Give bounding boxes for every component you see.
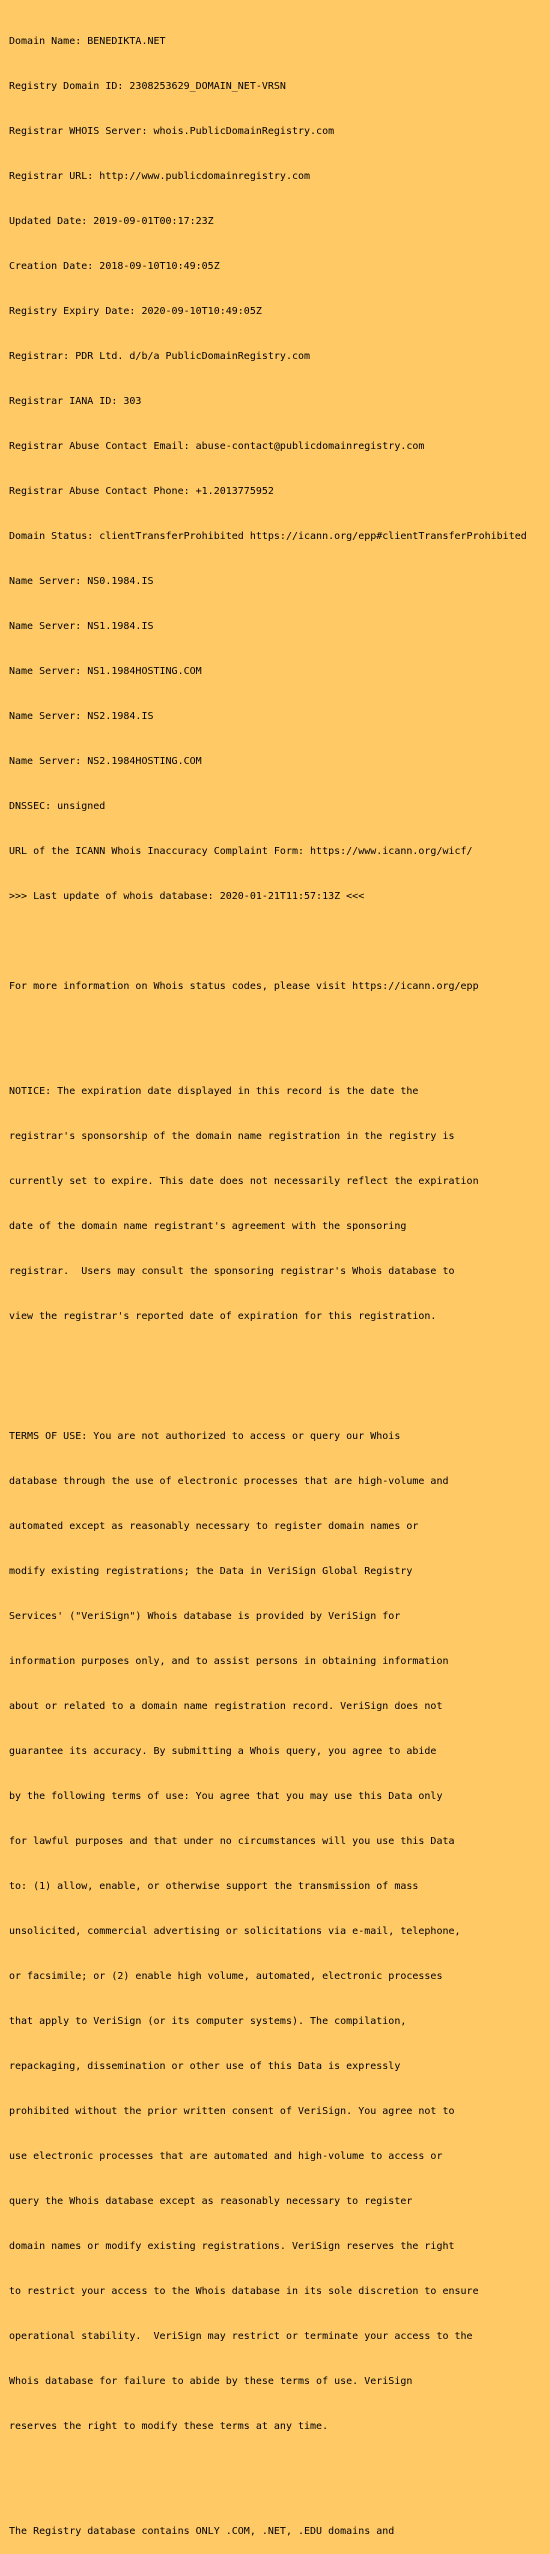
blank-line (9, 2479, 527, 2494)
terms-line: automated except as reasonably necessary to register domain names or (9, 1521, 419, 1532)
registrar-line: Registrar: PDR Ltd. d/b/a PublicDomainRegistry.com (9, 351, 311, 362)
terms-line: Services' ("VeriSign") Whois database is provided by VeriSign for (9, 1611, 401, 1622)
name-server-line: Name Server: NS1.1984.IS (9, 621, 154, 632)
terms-line: reserves the right to modify these terms at any time. (9, 2421, 329, 2432)
terms-line: by the following terms of use: You agree that you may use this Data only (9, 1791, 443, 1802)
blank-line (9, 1024, 527, 1039)
terms-line: guarantee its accuracy. By submitting a Whois query, you agree to abide (9, 1746, 437, 1757)
dnssec-line: DNSSEC: unsigned (9, 801, 106, 812)
registry-domain-id-line: Registry Domain ID: 2308253629_DOMAIN_NET-VRSN (9, 81, 286, 92)
registrar-iana-id-line: Registrar IANA ID: 303 (9, 396, 142, 407)
terms-line: for lawful purposes and that under no circumstances will you use this Data (9, 1836, 455, 1847)
notice-line: registrar. Users may consult the sponsoring registrar's Whois database to (9, 1266, 455, 1277)
creation-date-line: Creation Date: 2018-09-10T10:49:05Z (9, 261, 220, 272)
notice-line: registrar's sponsorship of the domain name registration in the registry is (9, 1131, 455, 1142)
registrar-whois-server-line: Registrar WHOIS Server: whois.PublicDomainRegistry.com (9, 126, 335, 137)
domain-status-line: Domain Status: clientTransferProhibited https://icann.org/epp#clientTransferProhibited (9, 531, 527, 542)
terms-line: domain names or modify existing registrations. VeriSign reserves the right (9, 2241, 455, 2252)
updated-date-line: Updated Date: 2019-09-01T00:17:23Z (9, 216, 214, 227)
terms-line: or facsimile; or (2) enable high volume, automated, electronic processes (9, 1971, 443, 1982)
notice-line: NOTICE: The expiration date displayed in this record is the date the (9, 1086, 419, 1097)
name-server-line: Name Server: NS2.1984HOSTING.COM (9, 756, 202, 767)
terms-line: database through the use of electronic processes that are high-volume and (9, 1476, 449, 1487)
terms-line: repackaging, dissemination or other use of this Data is expressly (9, 2061, 401, 2072)
abuse-phone-line: Registrar Abuse Contact Phone: +1.2013775952 (9, 486, 274, 497)
terms-line: to restrict your access to the Whois database in its sole discretion to ensure (9, 2286, 479, 2297)
terms-line: prohibited without the prior written consent of VeriSign. You agree not to (9, 2106, 455, 2117)
icann-complaint-url-line: URL of the ICANN Whois Inaccuracy Complaint Form: https://www.icann.org/wicf/ (9, 846, 473, 857)
registry-expiry-date-line: Registry Expiry Date: 2020-09-10T10:49:05Z (9, 306, 262, 317)
terms-line: that apply to VeriSign (or its computer systems). The compilation, (9, 2016, 407, 2027)
whois-record-text (9, 4, 527, 2554)
registry-footer-line: The Registry database contains ONLY .COM, .NET, .EDU domains and (9, 2526, 395, 2537)
status-info-line: For more information on Whois status codes, please visit https://icann.org/epp (9, 981, 479, 992)
abuse-email-line: Registrar Abuse Contact Email: abuse-contact@publicdomainregistry.com (9, 441, 425, 452)
terms-line: about or related to a domain name registration record. VeriSign does not (9, 1701, 443, 1712)
terms-of-use-paragraph (9, 1416, 527, 2462)
notice-line: date of the domain name registrant's agreement with the sponsoring (9, 1221, 407, 1232)
name-server-line: Name Server: NS1.1984HOSTING.COM (9, 666, 202, 677)
registrar-url-line: Registrar URL: http://www.publicdomainregistry.com (9, 171, 311, 182)
notice-line: currently set to expire. This date does not necessarily reflect the expiration (9, 1176, 479, 1187)
terms-line: information purposes only, and to assist persons in obtaining information (9, 1656, 449, 1667)
domain-name-line: Domain Name: BENEDIKTA.NET (9, 36, 166, 47)
name-server-line: Name Server: NS2.1984.IS (9, 711, 154, 722)
last-update-line: >>> Last update of whois database: 2020-01-21T11:57:13Z <<< (9, 891, 365, 902)
terms-line: unsolicited, commercial advertising or solicitations via e-mail, telephone, (9, 1926, 461, 1937)
terms-line: modify existing registrations; the Data in VeriSign Global Registry (9, 1566, 413, 1577)
notice-line: view the registrar's reported date of expiration for this registration. (9, 1311, 437, 1322)
terms-line: TERMS OF USE: You are not authorized to access or query our Whois (9, 1431, 401, 1442)
terms-line: operational stability. VeriSign may restrict or terminate your access to the (9, 2331, 473, 2342)
terms-line: to: (1) allow, enable, or otherwise support the transmission of mass (9, 1881, 419, 1892)
terms-line: Whois database for failure to abide by these terms of use. VeriSign (9, 2376, 413, 2387)
blank-line (9, 1369, 527, 1384)
blank-line (9, 934, 527, 949)
notice-paragraph (9, 1071, 527, 1352)
terms-line: use electronic processes that are automated and high-volume to access or (9, 2151, 443, 2162)
name-server-line: Name Server: NS0.1984.IS (9, 576, 154, 587)
terms-line: query the Whois database except as reasonably necessary to register (9, 2196, 413, 2207)
